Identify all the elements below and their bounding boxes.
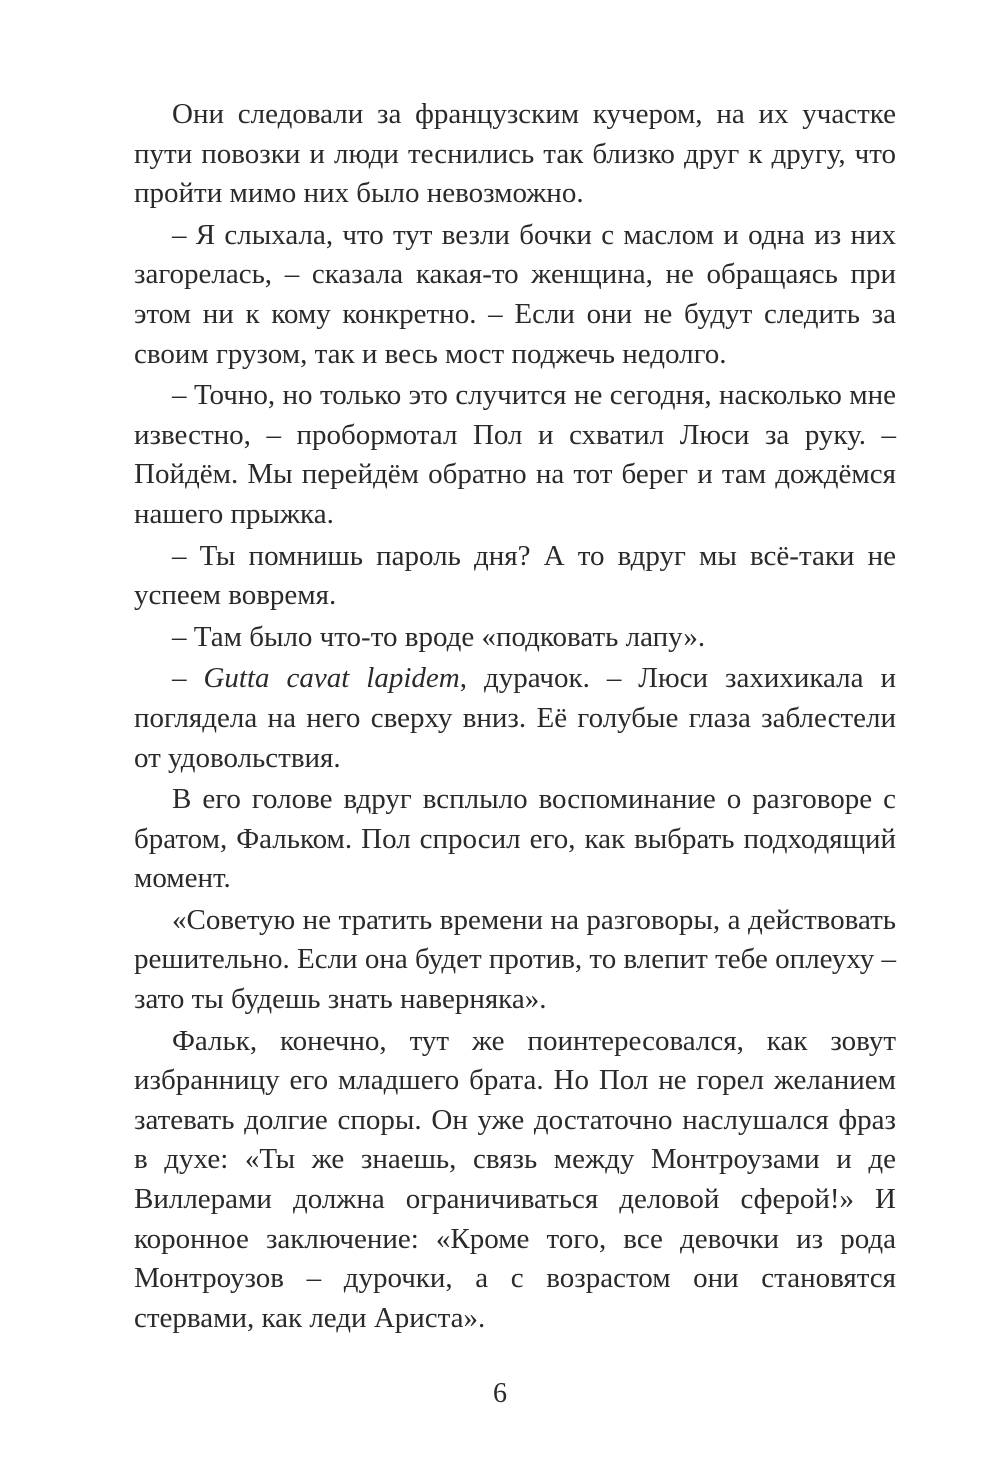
paragraph [134, 659, 896, 778]
paragraph: – Ты помнишь пароль дня? А то вдруг мы всё-таки не успеем вовремя. [134, 539, 896, 612]
page-body [134, 95, 896, 1338]
page-number: 6 [493, 1378, 507, 1409]
paragraph: «Советую не тратить времени на разговоры, а действовать решительно. Если она будет против, то влепит тебе оплеуху – зато ты будешь знать наверняка». [134, 903, 896, 1016]
paragraph: – Точно, но только это случится не сегодня, насколько мне известно, – пробормотал Пол и схватил Люси за руку. – Пойдём. Мы перейдём обратно на тот берег и там дождёмся нашего прыжка. [134, 379, 896, 530]
dash: – [172, 662, 204, 695]
paragraph: Фальк, конечно, тут же поинтересовался, как зовут избранницу его младшего брата. Но Пол не горел желанием затевать долгие споры. Он уже достаточно наслушался фраз в духе: «Ты же знаешь, связь между Монтроузами и де Виллерами должна ограничиваться деловой сферой!» И коронное заключение: «Кроме того, все девочки из рода Монтроузов – дурочки, а с возрастом они становятся стервами, как леди Ариста». [134, 1024, 896, 1334]
paragraph: – Там было что-то вроде «подковать лапу». [172, 620, 706, 653]
paragraph: В его голове вдруг всплыло воспоминание о разговоре с братом, Фальком. Пол спросил его, как выбрать подходящий момент. [134, 783, 896, 895]
latin-phrase: Gutta cavat lapidem [203, 662, 460, 695]
paragraph: Они следовали за французским кучером, на их участке пути повозки и люди теснились так близко друг к другу, что пройти мимо них было невозможно. [134, 98, 896, 210]
paragraph: – Я слыхала, что тут везли бочки с маслом и одна из них загорелась, – сказала какая-то женщина, не обращаясь при этом ни к кому конкретно. – Если они не будут следить за своим грузом, так и весь мост поджечь недолго. [134, 218, 896, 370]
paragraph-text: , дурачок. – Люси захихикала и поглядела на него сверху вниз. Её голубые глаза заблестели от удовольствия. [134, 662, 896, 774]
